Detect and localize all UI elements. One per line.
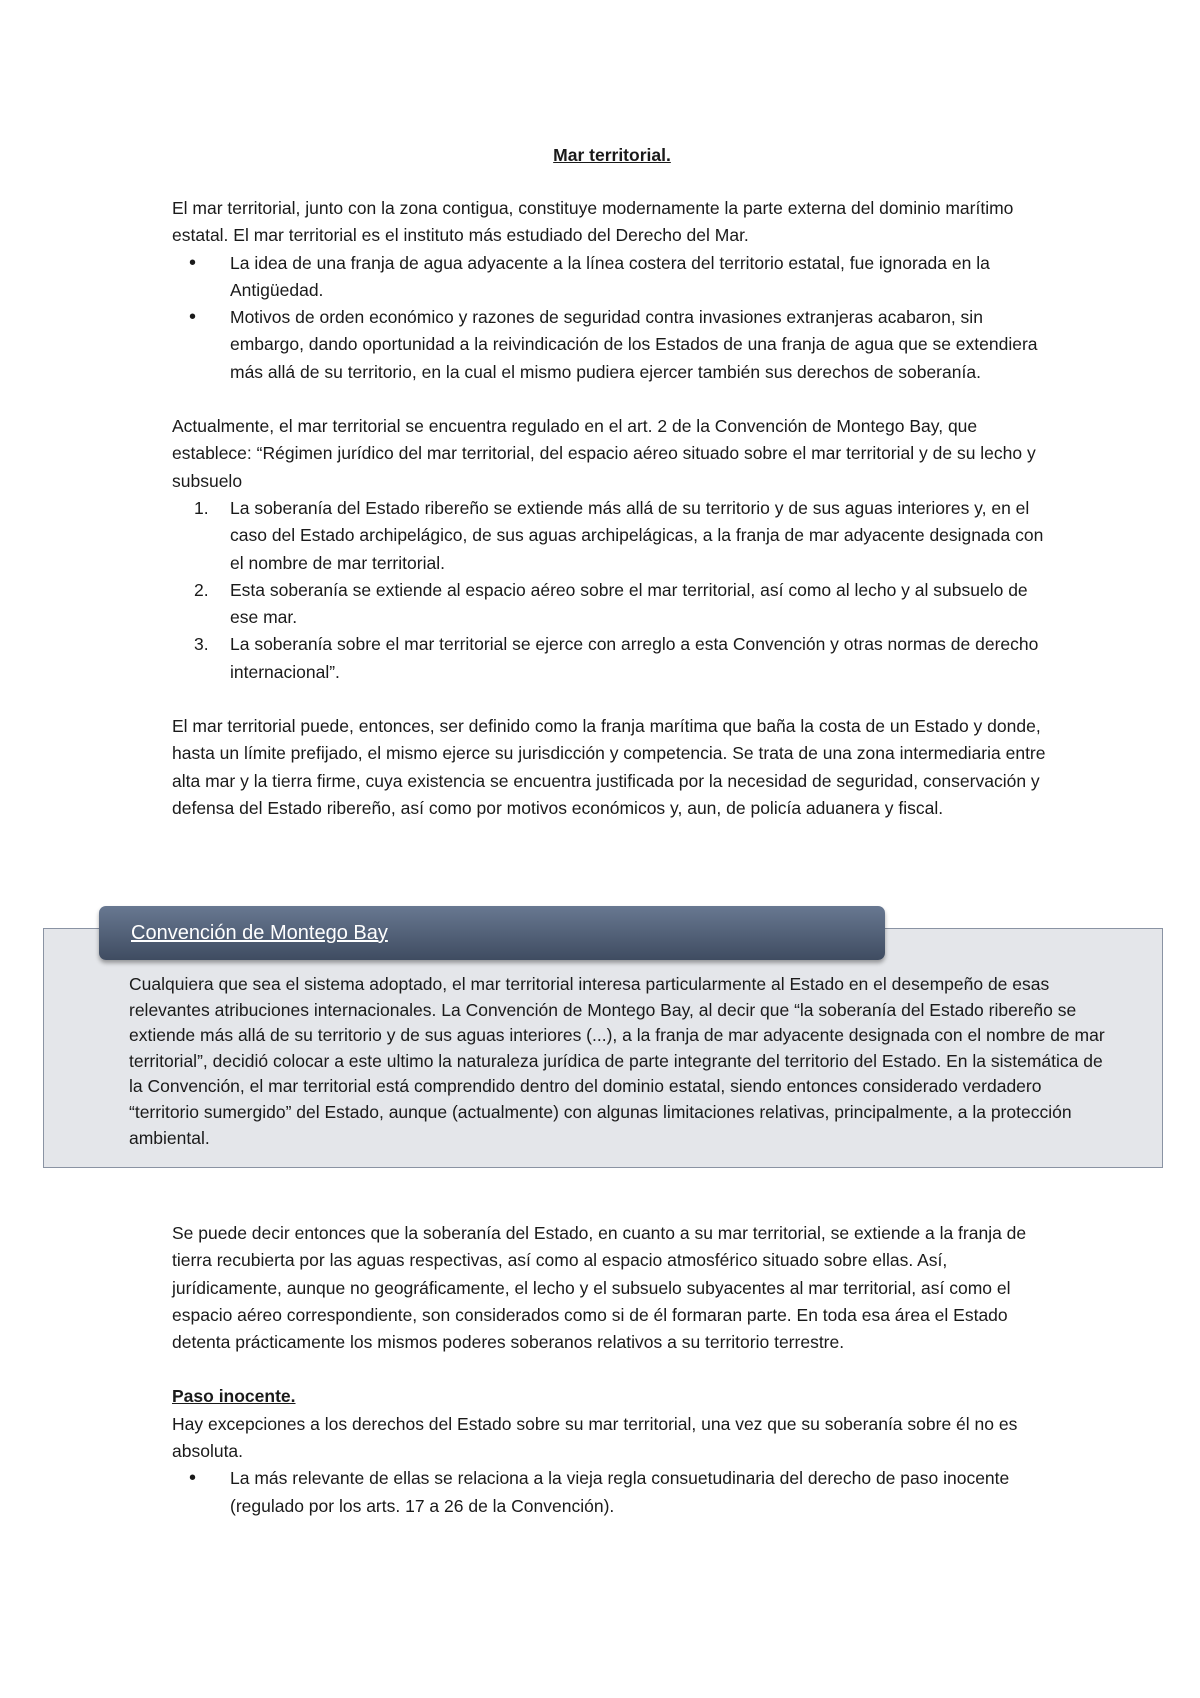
- list-item-text: Motivos de orden económico y razones de seguridad contra invasiones extranjeras acabaron, sin embargo, dando oportunidad a la reivindicación de los Estados de una franja de agua que se extendiera más allá de su territorio, en la cual el mismo pudiera ejercer también sus derechos de soberanía.: [230, 307, 1038, 382]
- sovereignty-paragraph: Se puede decir entonces que la soberanía del Estado, en cuanto a su mar territorial, se extiende a la franja de tierra recubierta por las aguas respectivas, así como al espacio atmosférico situado sobre ellas. Así, jurídicamente, aunque no geográficamente, el lecho y el subsuelo subyacentes al mar territorial, así como el espacio aéreo correspondiente, son considerados como si de él formaran parte. En toda esa área el Estado detenta prácticamente los mismos poderes soberanos relativos a su territorio terrestre.: [172, 1223, 1027, 1353]
- list-item: [172, 1465, 1052, 1520]
- bullet-icon: •: [189, 306, 197, 329]
- definition-paragraph: El mar territorial puede, entonces, ser definido como la franja marítima que baña la costa de un Estado y donde, hasta un límite prefijado, el mismo ejerce su jurisdicción y competencia. Se trata de una zona intermediaria entre alta mar y la tierra firme, cuya existencia se encuentra justificada por la necesidad de seguridad, conservación y defensa del Estado ribereño, así como por motivos económicos y, aun, de policía aduanera y fiscal.: [172, 716, 1046, 818]
- callout-title: Convención de Montego Bay: [131, 922, 388, 944]
- bullet-icon: •: [189, 251, 197, 274]
- page-title: Mar territorial.: [553, 145, 671, 165]
- list-item-text: La soberanía sobre el mar territorial se ejerce con arreglo a esta Convención y otras normas de derecho internacional”.: [230, 634, 1039, 682]
- list-number: 1.: [194, 497, 209, 518]
- list-item: [172, 577, 1052, 632]
- list-item: [172, 250, 1052, 305]
- convention-numbered-list: [172, 495, 1052, 686]
- section-heading-innocent-passage: Paso inocente.: [172, 1386, 296, 1407]
- intro-bullet-list: [172, 250, 1052, 386]
- document-body-continued: [172, 1220, 1052, 1520]
- list-item: [172, 631, 1052, 686]
- callout-text: Cualquiera que sea el sistema adoptado, el mar territorial interesa particularmente al Estado en el desempeño de esas relevantes atribuciones internacionales. La Convención de Montego Bay, al decir que “la soberanía del Estado ribereño se extiende más allá de su territorio y de sus aguas interiores (...), a la franja de mar adyacente designada con el nombre de mar territorial”, decidió colocar a este ultimo la naturaleza jurídica de parte integrante del territorio del Estado. En la sistemática de la Convención, el mar territorial está comprendido dentro del dominio estatal, siendo entonces considerado verdadero “territorio sumergido” del Estado, aunque (actualmente) con algunas limitaciones relativas, principalmente, a la protección ambiental.: [129, 974, 1105, 1148]
- bullet-icon: •: [189, 1467, 197, 1490]
- list-number: 2.: [194, 579, 209, 600]
- convention-paragraph: Actualmente, el mar territorial se encuentra regulado en el art. 2 de la Convención de Montego Bay, que establece: “Régimen jurídico del mar territorial, del espacio aéreo situado sobre el mar territorial y de su lecho y subsuelo: [172, 416, 1036, 491]
- list-number: 3.: [194, 634, 209, 655]
- list-item-text: Esta soberanía se extiende al espacio aéreo sobre el mar territorial, así como al lecho y al subsuelo de ese mar.: [230, 579, 1028, 628]
- document-body: [172, 142, 1052, 822]
- list-item: [172, 304, 1052, 386]
- list-item-text: La más relevante de ellas se relaciona a la vieja regla consuetudinaria del derecho de paso inocente (regulado por los arts. 17 a 26 de la Convención).: [230, 1468, 1010, 1516]
- list-item-text: La idea de una franja de agua adyacente a la línea costera del territorio estatal, fue ignorada en la Antigüedad.: [230, 252, 990, 300]
- innocent-passage-paragraph: Hay excepciones a los derechos del Estado sobre su mar territorial, una vez que su soberanía sobre él no es absoluta.: [172, 1413, 1018, 1462]
- intro-paragraph: El mar territorial, junto con la zona contigua, constituye modernamente la parte externa del dominio marítimo estatal. El mar territorial es el instituto más estudiado del Derecho del Mar.: [172, 198, 1014, 246]
- innocent-passage-bullet-list: [172, 1465, 1052, 1520]
- list-item-text: La soberanía del Estado ribereño se extiende más allá de su territorio y de sus aguas interiores y, en el caso del Estado archipelágico, de sus aguas archipelágicas, a la franja de mar adyacente designada con el nombre de mar territorial.: [230, 497, 1044, 573]
- montego-bay-callout: [43, 906, 1163, 1170]
- callout-header: [99, 906, 885, 960]
- list-item: [172, 495, 1052, 577]
